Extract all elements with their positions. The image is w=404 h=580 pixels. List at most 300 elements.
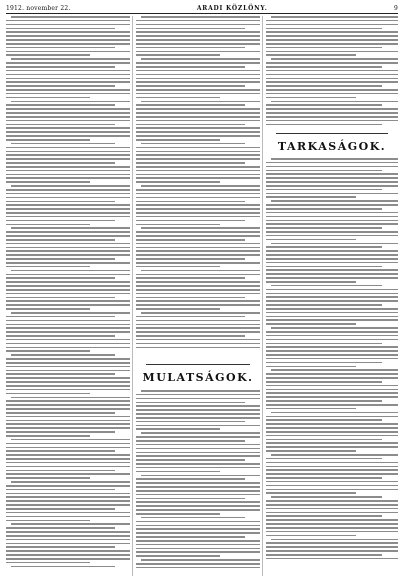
text-line xyxy=(6,327,130,329)
text-line xyxy=(6,381,130,383)
text-line xyxy=(6,543,130,545)
text-line xyxy=(136,193,260,195)
text-line xyxy=(266,235,398,237)
text-line xyxy=(136,444,260,446)
text-line xyxy=(6,489,115,491)
text-line xyxy=(6,373,115,375)
text-line xyxy=(6,277,115,279)
text-line xyxy=(266,93,398,95)
text-line xyxy=(141,143,245,145)
text-line xyxy=(136,31,260,33)
text-line xyxy=(136,170,260,172)
text-line xyxy=(136,452,260,454)
text-line xyxy=(271,101,398,103)
text-line xyxy=(136,289,260,291)
text-line xyxy=(136,74,260,76)
text-line xyxy=(266,166,398,168)
text-line xyxy=(6,254,130,256)
text-line xyxy=(136,127,260,129)
text-line xyxy=(136,208,260,210)
text-line xyxy=(136,428,220,430)
text-line xyxy=(6,539,130,541)
text-line xyxy=(136,243,260,245)
text-line xyxy=(136,463,260,465)
text-line xyxy=(6,239,115,241)
column-right xyxy=(266,16,398,576)
text-line xyxy=(136,62,260,64)
text-line xyxy=(136,85,245,87)
text-line xyxy=(266,81,398,83)
text-line xyxy=(136,300,260,302)
text-line xyxy=(11,354,115,356)
text-line xyxy=(266,216,398,218)
text-line xyxy=(266,519,398,521)
text-line xyxy=(136,177,260,179)
newspaper-title: ARADI KÖZLÖNY. xyxy=(196,4,268,12)
text-line xyxy=(266,400,382,402)
text-line xyxy=(136,51,260,53)
text-line xyxy=(6,127,130,129)
text-line xyxy=(266,208,382,210)
column-middle xyxy=(136,16,260,576)
text-line xyxy=(266,300,398,302)
section-heading-mulatsagok: MULATSÁGOK. xyxy=(142,371,254,384)
text-line xyxy=(6,151,130,153)
text-line xyxy=(266,162,398,164)
text-line xyxy=(266,408,356,410)
text-line xyxy=(266,227,382,229)
text-line xyxy=(6,462,130,464)
text-line xyxy=(6,216,130,218)
text-line xyxy=(6,308,90,310)
column-divider xyxy=(262,16,263,576)
text-line xyxy=(6,47,115,49)
text-line xyxy=(271,200,398,202)
text-line xyxy=(266,389,398,391)
text-line xyxy=(6,189,130,191)
text-line xyxy=(266,481,398,483)
text-line xyxy=(266,554,382,556)
text-line xyxy=(266,193,398,195)
text-line xyxy=(6,81,130,83)
text-line xyxy=(266,343,382,345)
text-line xyxy=(266,358,398,360)
section-rule xyxy=(146,364,250,365)
text-line xyxy=(136,66,245,68)
text-line xyxy=(136,563,260,565)
text-line xyxy=(266,28,382,30)
text-line xyxy=(136,471,220,473)
text-line xyxy=(136,78,260,80)
article-text-block xyxy=(266,16,398,127)
text-line xyxy=(6,389,130,391)
text-line xyxy=(136,421,245,423)
text-line xyxy=(266,396,398,398)
text-line xyxy=(271,369,398,371)
column-left xyxy=(6,16,130,576)
text-line xyxy=(266,266,382,268)
text-line xyxy=(6,116,130,118)
text-line xyxy=(6,450,115,452)
text-line xyxy=(6,339,130,341)
text-line xyxy=(6,120,130,122)
text-line xyxy=(6,231,130,233)
text-line xyxy=(266,489,398,491)
text-line xyxy=(6,527,115,529)
text-line xyxy=(6,250,130,252)
text-line xyxy=(266,423,398,425)
text-line xyxy=(136,425,260,427)
text-line xyxy=(6,51,130,53)
text-line xyxy=(266,473,398,475)
text-line xyxy=(266,196,356,198)
text-line xyxy=(136,505,260,507)
text-line xyxy=(266,104,382,106)
text-line xyxy=(6,535,130,537)
text-line xyxy=(6,500,130,502)
text-line xyxy=(266,43,398,45)
text-line xyxy=(136,347,260,349)
text-line xyxy=(11,523,130,525)
text-line xyxy=(136,455,260,457)
text-line xyxy=(6,289,130,291)
text-line xyxy=(266,442,398,444)
text-line xyxy=(136,281,260,283)
text-line xyxy=(266,527,398,529)
text-line xyxy=(6,377,130,379)
text-line xyxy=(6,350,90,352)
text-line xyxy=(136,174,260,176)
text-line xyxy=(6,550,130,552)
text-line xyxy=(6,85,115,87)
text-line xyxy=(136,93,260,95)
text-line xyxy=(136,320,260,322)
text-line xyxy=(6,431,115,433)
text-line xyxy=(136,35,260,37)
text-line xyxy=(6,466,130,468)
text-line xyxy=(136,108,260,110)
text-line xyxy=(136,331,260,333)
text-line xyxy=(6,62,130,64)
text-line xyxy=(6,74,130,76)
text-line xyxy=(136,285,260,287)
text-line xyxy=(136,501,260,503)
text-line xyxy=(6,20,130,22)
page-header xyxy=(6,3,398,13)
text-line xyxy=(136,402,245,404)
text-line xyxy=(266,124,382,126)
text-line xyxy=(136,459,245,461)
text-line xyxy=(136,139,220,141)
article-text-block xyxy=(266,158,398,562)
text-line xyxy=(6,435,90,437)
text-line xyxy=(266,39,398,41)
text-line xyxy=(136,266,220,268)
text-line xyxy=(266,35,398,37)
text-line xyxy=(136,544,260,546)
text-line xyxy=(6,147,130,149)
text-line xyxy=(266,189,382,191)
text-line xyxy=(266,289,398,291)
text-line xyxy=(266,97,356,99)
text-line xyxy=(266,273,398,275)
text-line xyxy=(266,51,398,53)
text-line xyxy=(266,504,398,506)
text-line xyxy=(11,312,130,314)
text-line xyxy=(136,536,245,538)
text-line xyxy=(136,181,220,183)
text-line xyxy=(11,439,130,441)
text-line xyxy=(136,239,245,241)
text-line xyxy=(6,300,130,302)
text-line xyxy=(6,393,90,395)
text-line xyxy=(271,243,398,245)
text-line xyxy=(6,274,130,276)
text-line xyxy=(141,312,260,314)
text-line xyxy=(136,482,260,484)
text-line xyxy=(136,197,260,199)
text-line xyxy=(6,385,130,387)
text-line xyxy=(6,531,130,533)
text-line xyxy=(136,540,260,542)
text-line xyxy=(136,324,260,326)
text-line xyxy=(266,304,382,306)
text-line xyxy=(136,24,260,26)
text-line xyxy=(136,532,260,534)
text-line xyxy=(6,70,130,72)
text-line xyxy=(266,558,398,560)
text-line xyxy=(6,247,130,249)
text-line xyxy=(6,454,130,456)
text-line xyxy=(136,297,245,299)
text-line xyxy=(6,304,130,306)
text-line xyxy=(266,446,398,448)
text-line xyxy=(266,85,382,87)
text-line xyxy=(266,350,398,352)
text-line xyxy=(6,66,115,68)
text-line xyxy=(11,397,130,399)
text-line xyxy=(266,362,382,364)
text-line xyxy=(266,308,398,310)
text-line xyxy=(6,266,90,268)
text-line xyxy=(6,208,130,210)
text-line xyxy=(266,515,382,517)
text-line xyxy=(136,235,260,237)
article-text-block xyxy=(136,390,260,571)
text-line xyxy=(6,31,130,33)
text-line xyxy=(266,546,398,548)
text-line xyxy=(136,417,260,419)
text-line xyxy=(266,277,398,279)
text-line xyxy=(136,216,260,218)
text-line xyxy=(136,567,260,569)
text-line xyxy=(136,97,220,99)
text-line xyxy=(6,416,130,418)
text-line xyxy=(6,212,130,214)
text-line xyxy=(266,531,398,533)
text-line xyxy=(6,124,115,126)
text-line xyxy=(136,39,260,41)
text-line xyxy=(266,377,398,379)
text-line xyxy=(6,520,90,522)
text-line xyxy=(11,481,130,483)
text-line xyxy=(136,548,260,550)
text-line xyxy=(266,116,398,118)
text-line xyxy=(266,173,398,175)
text-line xyxy=(6,293,130,295)
text-line xyxy=(136,258,245,260)
text-line xyxy=(6,43,130,45)
text-line xyxy=(6,343,130,345)
text-line xyxy=(136,70,260,72)
text-line xyxy=(266,469,398,471)
text-line xyxy=(266,269,398,271)
text-line xyxy=(136,409,260,411)
text-line xyxy=(266,293,398,295)
text-line xyxy=(266,258,398,260)
header-rule xyxy=(6,13,398,14)
text-line xyxy=(266,335,398,337)
text-line xyxy=(136,513,220,515)
article-text-block xyxy=(6,16,130,570)
text-line xyxy=(266,262,398,264)
text-line xyxy=(136,151,260,153)
text-line xyxy=(266,120,398,122)
text-line xyxy=(141,58,260,60)
text-line xyxy=(6,285,130,287)
text-line xyxy=(6,131,130,133)
text-line xyxy=(136,28,245,30)
text-line xyxy=(11,58,130,60)
text-line xyxy=(6,174,130,176)
text-line xyxy=(266,466,398,468)
text-line xyxy=(6,154,130,156)
text-line xyxy=(266,62,398,64)
text-line xyxy=(136,486,260,488)
text-line xyxy=(6,362,130,364)
text-line xyxy=(136,43,260,45)
text-line xyxy=(266,354,398,356)
text-line xyxy=(266,512,398,514)
text-line xyxy=(6,28,115,30)
text-line xyxy=(266,319,398,321)
text-line xyxy=(6,166,130,168)
text-line xyxy=(266,416,398,418)
text-line xyxy=(136,116,260,118)
text-line xyxy=(266,74,398,76)
text-line xyxy=(6,447,130,449)
text-line xyxy=(136,327,260,329)
text-line xyxy=(136,201,245,203)
text-line xyxy=(266,47,382,49)
text-line xyxy=(266,231,398,233)
text-line xyxy=(266,181,398,183)
text-line xyxy=(136,189,260,191)
text-line xyxy=(6,508,115,510)
text-line xyxy=(136,525,260,527)
text-line xyxy=(6,197,130,199)
text-line xyxy=(266,462,398,464)
text-line xyxy=(266,366,356,368)
text-line xyxy=(136,135,260,137)
text-line xyxy=(6,408,130,410)
text-line xyxy=(6,554,130,556)
text-line xyxy=(266,66,382,68)
text-line xyxy=(136,343,260,345)
text-line xyxy=(136,528,260,530)
text-line xyxy=(6,443,130,445)
text-line xyxy=(6,427,130,429)
text-line xyxy=(266,419,382,421)
text-line xyxy=(136,224,220,226)
text-line xyxy=(6,220,115,222)
text-line xyxy=(6,562,90,564)
text-line xyxy=(136,398,260,400)
text-line xyxy=(136,335,245,337)
text-line xyxy=(6,262,130,264)
text-line xyxy=(6,358,130,360)
text-line xyxy=(6,347,130,349)
text-line xyxy=(6,335,115,337)
text-line xyxy=(136,277,245,279)
text-line xyxy=(141,101,260,103)
text-line xyxy=(136,448,260,450)
text-line xyxy=(136,231,260,233)
text-line xyxy=(271,158,398,160)
text-line xyxy=(266,339,398,341)
text-line xyxy=(266,31,398,33)
page-number: 9 xyxy=(393,4,398,12)
text-line xyxy=(266,108,398,110)
text-line xyxy=(266,431,398,433)
text-line xyxy=(266,523,398,525)
text-line xyxy=(6,93,130,95)
text-line xyxy=(6,39,130,41)
text-line xyxy=(6,181,90,183)
text-line xyxy=(6,473,130,475)
text-line xyxy=(6,516,130,518)
text-line xyxy=(11,566,115,568)
text-line xyxy=(266,89,398,91)
text-line xyxy=(136,131,260,133)
text-line xyxy=(266,373,398,375)
text-line xyxy=(136,147,260,149)
text-line xyxy=(6,193,130,195)
text-line xyxy=(136,158,260,160)
text-line xyxy=(136,551,260,553)
text-line xyxy=(136,250,260,252)
text-line xyxy=(136,316,245,318)
text-line xyxy=(6,97,90,99)
text-line xyxy=(6,201,115,203)
text-line xyxy=(6,558,130,560)
text-line xyxy=(141,270,260,272)
text-line xyxy=(136,293,260,295)
text-line xyxy=(136,247,260,249)
text-line xyxy=(266,185,398,187)
text-line xyxy=(266,177,398,179)
text-line xyxy=(266,550,398,552)
text-line xyxy=(136,339,260,341)
text-line xyxy=(271,327,398,329)
text-line xyxy=(266,392,398,394)
text-line xyxy=(141,390,260,392)
text-line xyxy=(6,281,130,283)
text-line xyxy=(6,158,130,160)
text-line xyxy=(6,135,130,137)
text-line xyxy=(136,89,260,91)
text-line xyxy=(136,262,260,264)
